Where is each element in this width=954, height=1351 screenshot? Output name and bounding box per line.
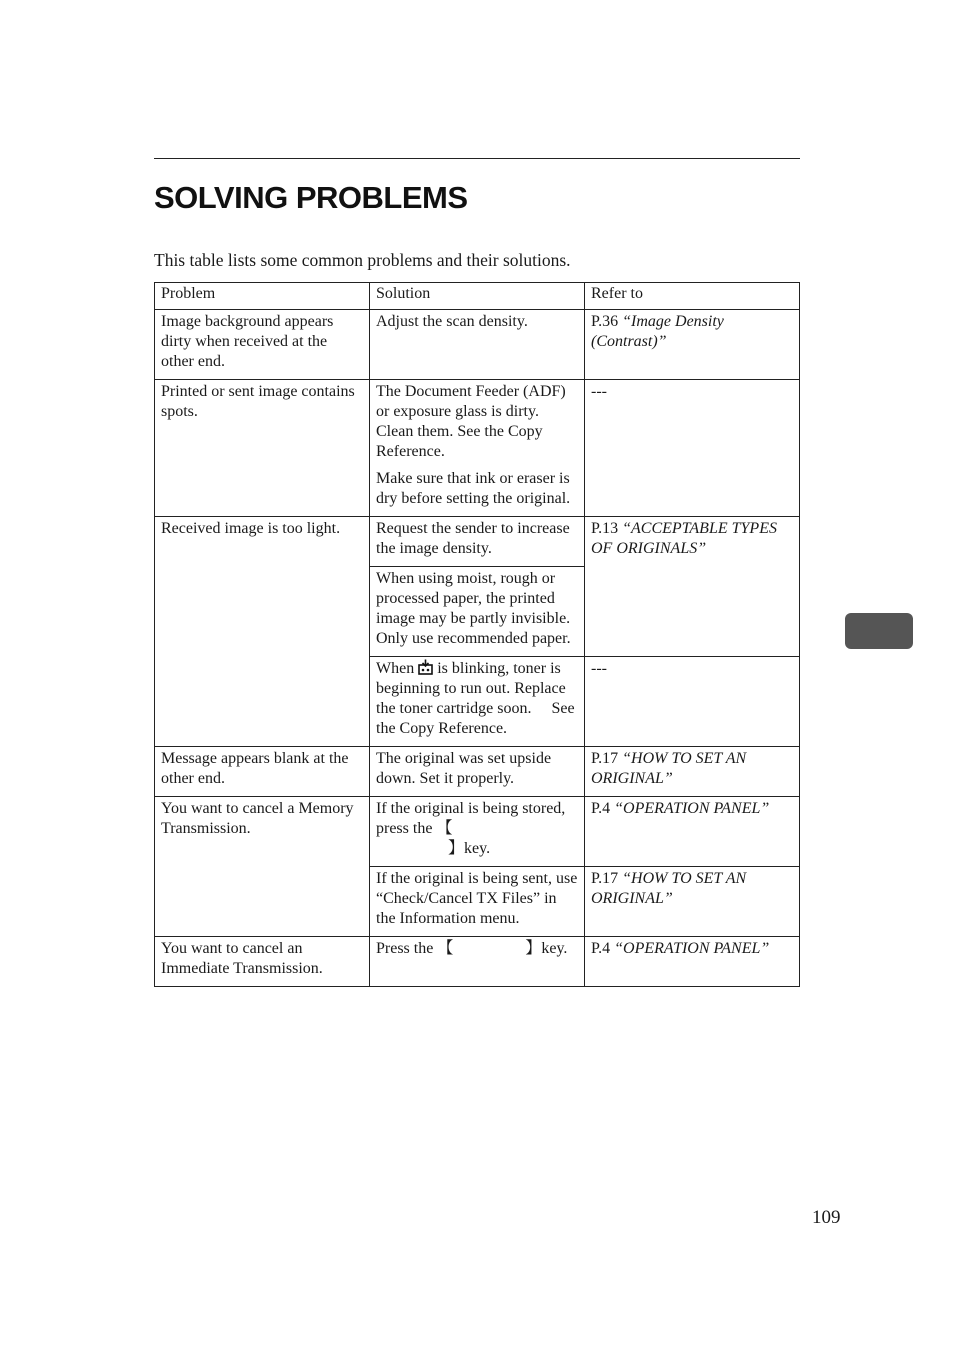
reference-cell [585, 797, 800, 867]
reference-cell [585, 310, 800, 380]
table-header-row [155, 283, 800, 310]
solution-text: Make sure that ink or eraser is dry before setting the original. [376, 470, 571, 507]
table-row [155, 517, 800, 567]
ref-link[interactable]: “Image Density (Contrast)” [591, 313, 724, 350]
table-row [155, 380, 800, 517]
ref-link[interactable]: “ACCEPTABLE TYPES OF ORIGINALS” [591, 520, 777, 557]
ref-page: P.17 [591, 870, 619, 887]
ref-link[interactable]: “OPERATION PANEL” [614, 940, 770, 957]
reference-cell [585, 517, 800, 657]
ref-link[interactable]: “HOW TO SET AN ORIGINAL” [591, 870, 747, 907]
problem-cell: Message appears blank at the other end. [155, 747, 370, 797]
key-bracket-open: 【 [437, 940, 454, 957]
ref-link[interactable]: “OPERATION PANEL” [614, 800, 770, 817]
key-bracket-open: 【 [436, 820, 453, 837]
reference-cell [585, 867, 800, 937]
solution-cell [370, 937, 585, 987]
ref-page: P.17 [591, 750, 619, 767]
table-row [155, 797, 800, 867]
table-row [155, 937, 800, 987]
solution-cell [370, 380, 585, 517]
solution-cell: The original was set upside down. Set it properly. [370, 747, 585, 797]
page-title: SOLVING PROBLEMS [154, 180, 468, 215]
ref-page: P.36 [591, 313, 619, 330]
key-bracket-close: 】 [525, 940, 542, 957]
table-row [155, 747, 800, 797]
toner-icon [418, 659, 433, 675]
solution-text: key. [464, 840, 491, 857]
solution-text: When [376, 660, 415, 677]
chapter-tab [845, 613, 913, 649]
header-refer-to: Refer to [585, 283, 800, 310]
solution-text: Press the [376, 940, 434, 957]
problem-cell: Image background appears dirty when received at the other end. [155, 310, 370, 380]
table-row [155, 310, 800, 380]
ref-page: P.4 [591, 940, 611, 957]
key-bracket-close: 】 [448, 840, 465, 857]
reference-cell [585, 937, 800, 987]
page-number: 109 [812, 1207, 841, 1228]
solution-cell [370, 657, 585, 747]
header-rule [154, 158, 800, 159]
solution-cell: If the original is being sent, use “Check/Cancel TX Files” in the Information menu. [370, 867, 585, 937]
solution-text: If the original is being stored, press the [376, 800, 566, 837]
problems-table [154, 282, 800, 987]
problem-cell: You want to cancel an Immediate Transmission. [155, 937, 370, 987]
solution-text: The Document Feeder (ADF) or exposure glass is dirty. Clean them. See the Copy Reference. [376, 383, 566, 460]
ref-link[interactable]: “HOW TO SET AN ORIGINAL” [591, 750, 747, 787]
solution-text: key. [541, 940, 568, 957]
solution-text: is blinking, toner is beginning to run out. Replace the toner cartridge soon. See the Copy Reference. [376, 660, 579, 737]
header-solution: Solution [370, 283, 585, 310]
solution-cell: When using moist, rough or processed paper, the printed image may be partly invisible. Only use recommended paper. [370, 567, 585, 657]
intro-text: This table lists some common problems and their solutions. [154, 250, 571, 270]
reference-cell: --- [585, 380, 800, 517]
ref-page: P.13 [591, 520, 619, 537]
solution-cell: Adjust the scan density. [370, 310, 585, 380]
problem-cell: Received image is too light. [155, 517, 370, 747]
solution-cell [370, 797, 585, 867]
header-problem: Problem [155, 283, 370, 310]
problem-cell: You want to cancel a Memory Transmission. [155, 797, 370, 937]
reference-cell: --- [585, 657, 800, 747]
solution-cell: Request the sender to increase the image density. [370, 517, 585, 567]
reference-cell [585, 747, 800, 797]
ref-page: P.4 [591, 800, 611, 817]
problem-cell: Printed or sent image contains spots. [155, 380, 370, 517]
